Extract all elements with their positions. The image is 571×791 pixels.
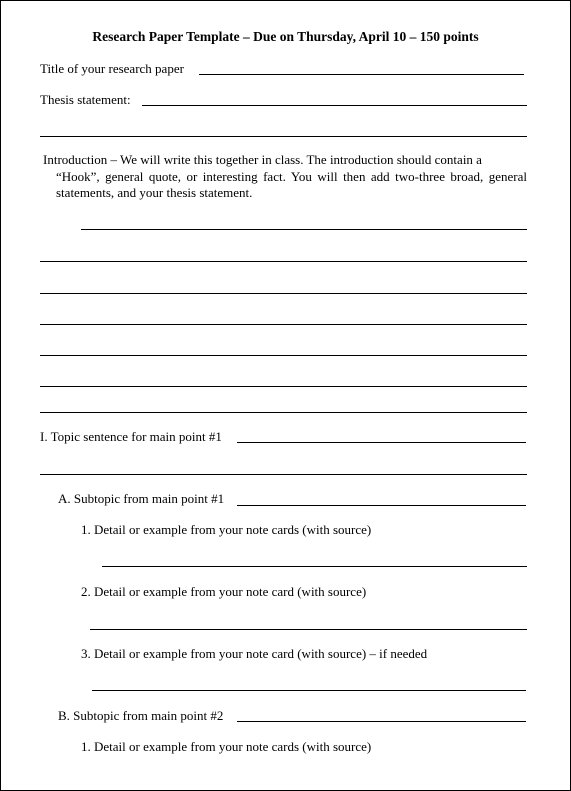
detail-a1-label: 1. Detail or example from your note cards (with source) (81, 522, 372, 537)
thesis-blank[interactable] (142, 105, 527, 106)
intro-blank-5[interactable] (40, 355, 527, 356)
intro-blank-1[interactable] (81, 229, 527, 230)
subtopic-a-blank[interactable] (237, 505, 526, 506)
detail-a3-label: 3. Detail or example from your note card (with source) – if needed (81, 646, 428, 661)
intro-blank-6[interactable] (40, 386, 527, 387)
paper-title-blank[interactable] (199, 74, 524, 75)
thesis-blank-2[interactable] (40, 136, 527, 137)
subtopic-a-label: A. Subtopic from main point #1 (58, 491, 225, 506)
paper-title-label: Title of your research paper (40, 61, 184, 76)
main-point-1-blank-2[interactable] (40, 474, 527, 475)
introduction-first-line: Introduction – We will write this together in class. The introduction should contain a (43, 152, 482, 167)
detail-a3-blank[interactable] (92, 690, 526, 691)
detail-b1-label: 1. Detail or example from your note cards (with source) (81, 739, 372, 754)
intro-blank-7[interactable] (40, 412, 527, 413)
subtopic-b-label: B. Subtopic from main point #2 (58, 708, 224, 723)
page-title: Research Paper Template – Due on Thursday, April 10 – 150 points (92, 29, 479, 44)
detail-a2-blank[interactable] (90, 629, 527, 630)
introduction-text (43, 152, 527, 202)
subtopic-b-blank[interactable] (237, 721, 526, 722)
introduction-rest: “Hook”, general quote, or interesting fact. You will then add two-three broad, general statements, and your thesis statement. (56, 168, 527, 200)
main-point-1-label: I. Topic sentence for main point #1 (40, 429, 222, 444)
thesis-label: Thesis statement: (40, 92, 131, 107)
detail-a2-label: 2. Detail or example from your note card (with source) (81, 584, 367, 599)
intro-blank-4[interactable] (40, 324, 527, 325)
main-point-1-blank[interactable] (237, 442, 526, 443)
intro-blank-3[interactable] (40, 293, 527, 294)
intro-blank-2[interactable] (40, 261, 527, 262)
detail-a1-blank[interactable] (102, 566, 527, 567)
